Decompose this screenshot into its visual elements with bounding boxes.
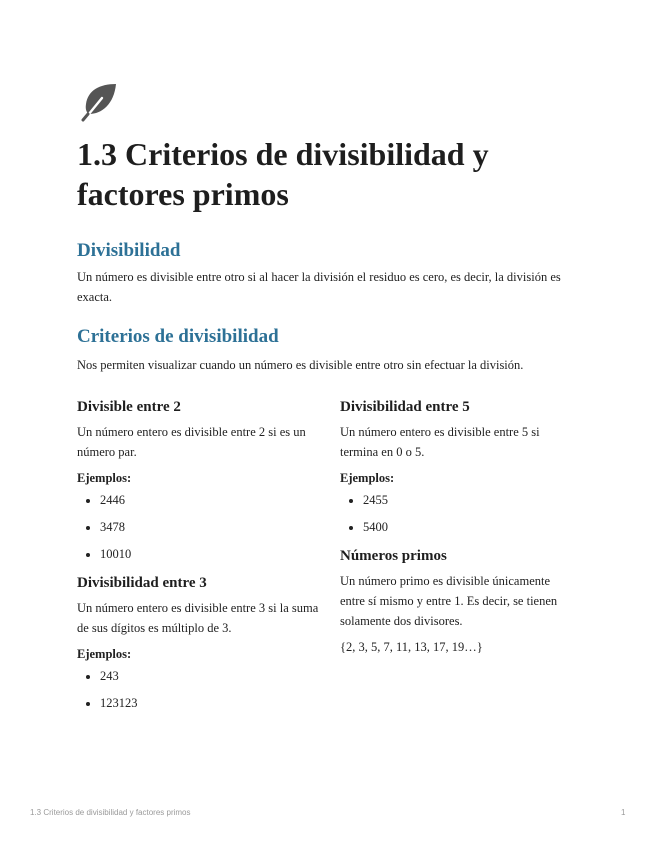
page-number: 1 — [621, 808, 626, 817]
examples-label: Ejemplos: — [340, 471, 395, 485]
divisibilidad-entre-5-heading: Divisibilidad entre 5 — [340, 399, 470, 415]
example-item: • 243 — [100, 666, 322, 686]
divisibilidad-entre-5-text: Un número entero es divisible entre 5 si termina en 0 o 5. — [340, 425, 540, 459]
criterios-text: Nos permiten visualizar cuando un número es divisible entre otro sin efectuar la división. — [77, 358, 524, 372]
leaf-icon — [80, 82, 120, 122]
divisibilidad-text: Un número es divisible entre otro si al hacer la división el residuo es cero, es decir, la división es exacta. — [77, 270, 561, 304]
section-heading-criterios: Criterios de divisibilidad — [77, 326, 279, 347]
divisibilidad-entre-3-text: Un número entero es divisible entre 3 si la suma de sus dígitos es múltiplo de 3. — [77, 601, 319, 635]
example-item: • 2446 — [100, 490, 322, 510]
divisible-entre-2-heading: Divisible entre 2 — [77, 399, 181, 415]
section-heading-divisibilidad: Divisibilidad — [77, 240, 181, 261]
example-item: • 10010 — [100, 544, 322, 564]
primes-set: {2, 3, 5, 7, 11, 13, 17, 19…} — [340, 640, 483, 654]
examples-list — [77, 490, 322, 564]
page-title: 1.3 Criterios de divisibilidad y factores primos — [77, 136, 489, 212]
divisible-entre-2-block — [77, 396, 322, 564]
right-column — [340, 396, 575, 665]
examples-list — [340, 490, 575, 537]
examples-list — [77, 666, 322, 713]
examples-label: Ejemplos: — [77, 647, 132, 661]
example-item: • 2455 — [363, 490, 575, 510]
divisibilidad-entre-3-block — [77, 572, 322, 713]
divisibilidad-entre-5-block — [340, 396, 575, 537]
left-column — [77, 396, 322, 721]
numeros-primos-block — [340, 545, 575, 657]
divisible-entre-2-text: Un número entero es divisible entre 2 si es un número par. — [77, 425, 306, 459]
example-item: • 5400 — [363, 517, 575, 537]
examples-label: Ejemplos: — [77, 471, 132, 485]
divisibilidad-entre-3-heading: Divisibilidad entre 3 — [77, 575, 207, 591]
example-item: • 123123 — [100, 693, 322, 713]
example-item: • 3478 — [100, 517, 322, 537]
numeros-primos-text: Un número primo es divisible únicamente entre sí mismo y entre 1. Es decir, se tienen solamente dos divisores. — [340, 574, 558, 628]
footer-title: 1.3 Criterios de divisibilidad y factores primos — [30, 808, 191, 817]
numeros-primos-heading: Números primos — [340, 548, 447, 564]
